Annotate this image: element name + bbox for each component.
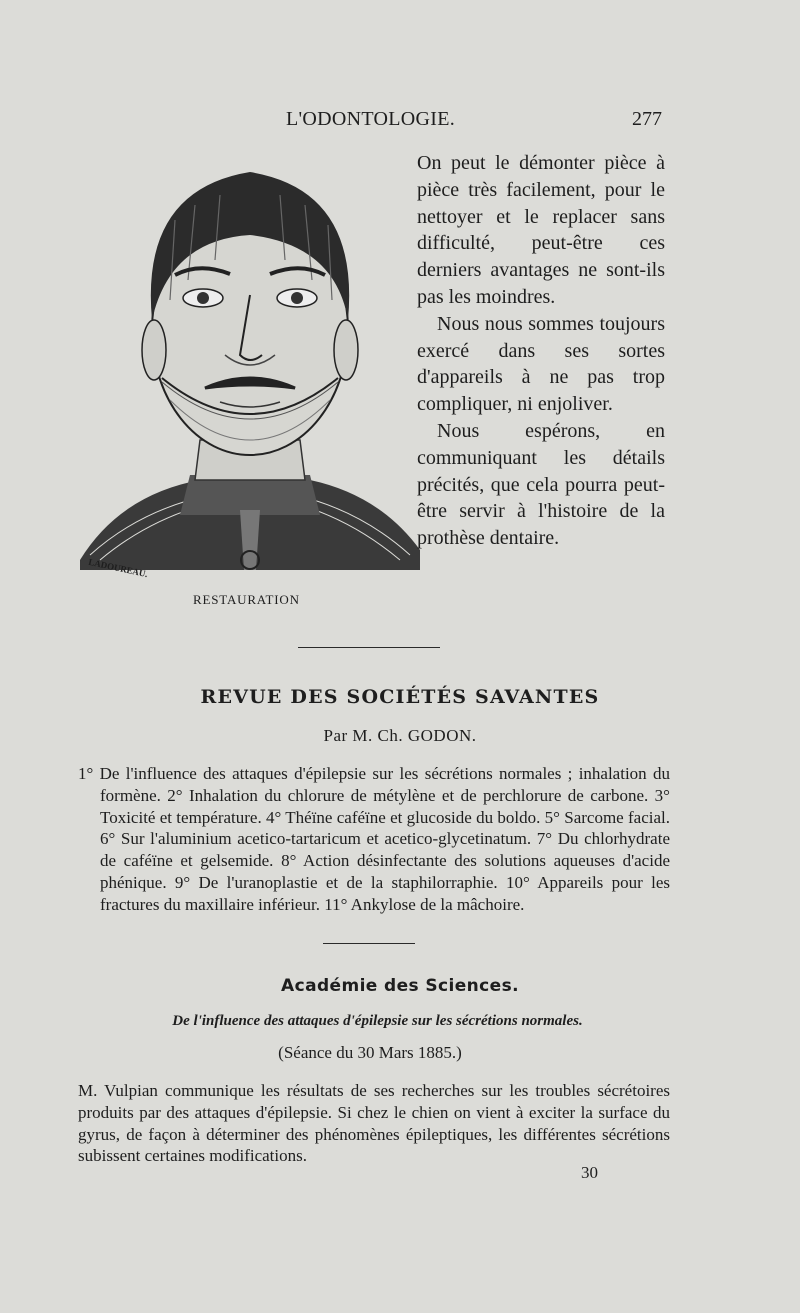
section-divider	[298, 647, 440, 648]
page-number: 277	[632, 108, 662, 130]
running-head: L'ODONTOLOGIE.	[286, 108, 456, 130]
section-divider	[323, 943, 415, 944]
section-title: REVUE DES SOCIÉTÉS SAVANTES	[200, 686, 600, 708]
section-author: Par M. Ch. GODON.	[323, 726, 477, 745]
academy-heading: Académie des Sciences.	[281, 976, 519, 996]
session-date: (Séance du 30 Mars 1885.)	[278, 1043, 462, 1062]
figure-caption: RESTAURATION	[193, 592, 300, 607]
body-paragraph: M. Vulpian communique les résultats de ses recherches sur les troubles sécrétoires produits par des attaques d'épilepsie. Si chez le chien on vient à exciter la surface du gyrus, de façon à déterminer des phénomènes épileptiques, les différentes sécrétions subissent certaines modifications.	[78, 1081, 670, 1166]
portrait-illustration	[80, 150, 420, 590]
side-paragraph: Nous espérons, en communiquant les détails précités, que cela pourra peut-être servir à l'histoire de la prothèse dentaire.	[417, 419, 665, 550]
section-abstract: 1° De l'influence des attaques d'épilepsie sur les sécrétions normales ; inhalation du formène. 2° Inhalation du chlorure de métylène et de perchlorure de carbone. 3° Toxicité et température. 4° Théïne caféïne et glucoside du boldo. 5° Sarcome facial. 6° Sur l'aluminium acetico-tartaricum et acetico-glycetinatum. 7° Du chlorhydrate de caféïne et gelsemide. 8° Action désinfectante des solutions aqueuses d'acide phénique. 9° De l'uranoplastie et de la staphilorraphie. 10° Appareils pour les fractures du maxillaire inférieur. 11° Ankylose de la mâchoire.	[78, 764, 670, 914]
side-paragraph: Nous nous sommes toujours exercé dans ses sortes d'appareils à ne pas trop compliquer, ni enjoliver.	[417, 312, 665, 416]
side-paragraph: On peut le démonter pièce à pièce très facilement, pour le nettoyer et le replacer sans difficulté, peut-être ces derniers avantages ne sont-ils pas les moindres.	[417, 152, 665, 308]
side-text-column	[417, 150, 665, 552]
signature-mark: 30	[581, 1163, 598, 1182]
academy-subtitle: De l'influence des attaques d'épilepsie sur les sécrétions normales.	[172, 1013, 583, 1029]
engraver-signature: LADOUREAU.	[87, 556, 149, 580]
